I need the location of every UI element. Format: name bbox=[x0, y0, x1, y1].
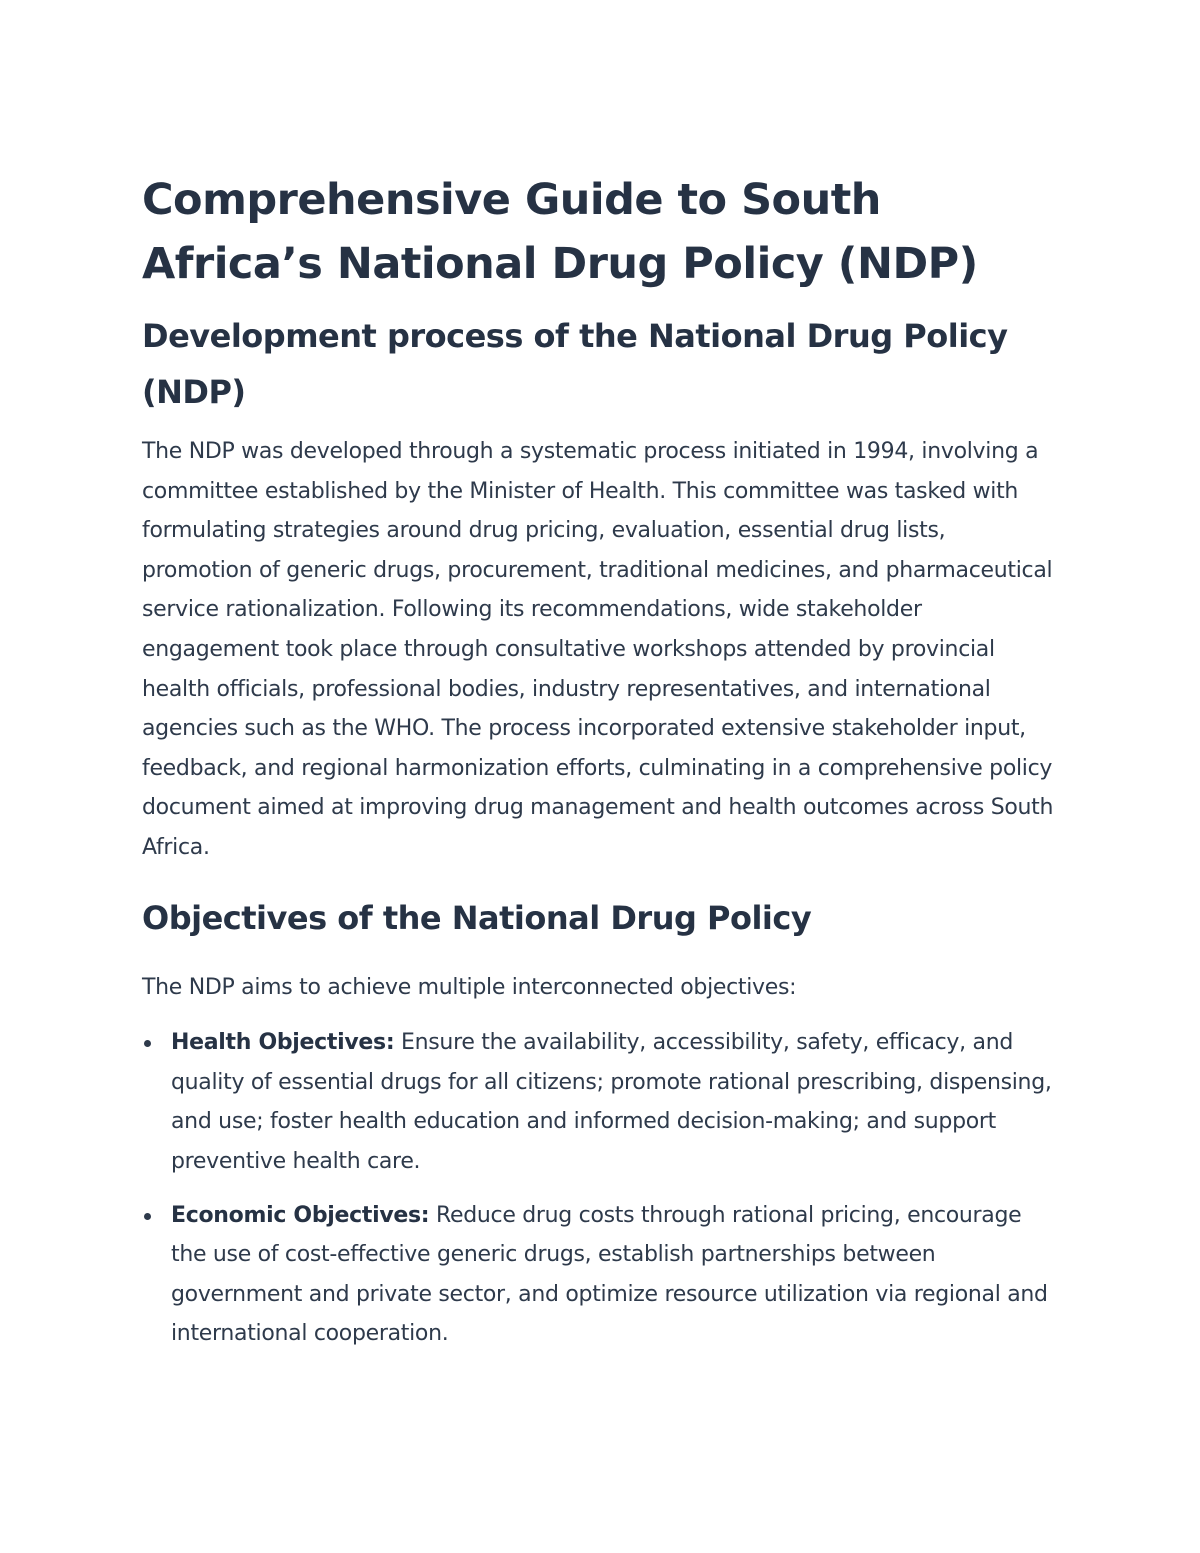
list-item-label: Health Objectives: bbox=[171, 1030, 395, 1056]
list-item-health-objectives bbox=[142, 1023, 1062, 1181]
page-title: Comprehensive Guide to South Africa’s National Drug Policy (NDP) bbox=[142, 175, 978, 289]
objectives-intro: The NDP aims to achieve multiple interconnected objectives: bbox=[142, 974, 797, 1000]
section-heading-objectives: Objectives of the National Drug Policy bbox=[142, 898, 812, 937]
document-page bbox=[142, 168, 1062, 1368]
list-item-economic-objectives bbox=[142, 1196, 1062, 1354]
objectives-list bbox=[142, 1023, 1062, 1354]
bullet-icon bbox=[144, 1040, 151, 1047]
section-heading-development: Development process of the National Drug Policy (NDP) bbox=[142, 317, 1008, 411]
list-item-label: Economic Objectives: bbox=[171, 1202, 430, 1228]
list-item-text: Ensure the availability, accessibility, safety, efficacy, and quality of essential drugs for all citizens; promote rational prescribing, dispensing, and use; foster health education and informed decision-making; and support preventive health care. bbox=[171, 1030, 1052, 1174]
list-item-text: Reduce drug costs through rational pricing, encourage the use of cost-effective generic drugs, establish partnerships between government and private sector, and optimize resource utilization via regional and international cooperation. bbox=[171, 1202, 1048, 1347]
development-paragraph: The NDP was developed through a systematic process initiated in 1994, involving a committee established by the Minister of Health. This committee was tasked with formulating strategies around drug pricing, evaluation, essential drug lists, promotion of generic drugs, procurement, traditional medicines, and pharmaceutical service rationalization. Following its recommendations, wide stakeholder engagement took place through consultative workshops attended by provincial health officials, professional bodies, industry representatives, and international agencies such as the WHO. The process incorporated extensive stakeholder input, feedback, and regional harmonization efforts, culminating in a comprehensive policy document aimed at improving drug management and health outcomes across South Africa. bbox=[142, 439, 1054, 860]
bullet-icon bbox=[144, 1213, 151, 1220]
